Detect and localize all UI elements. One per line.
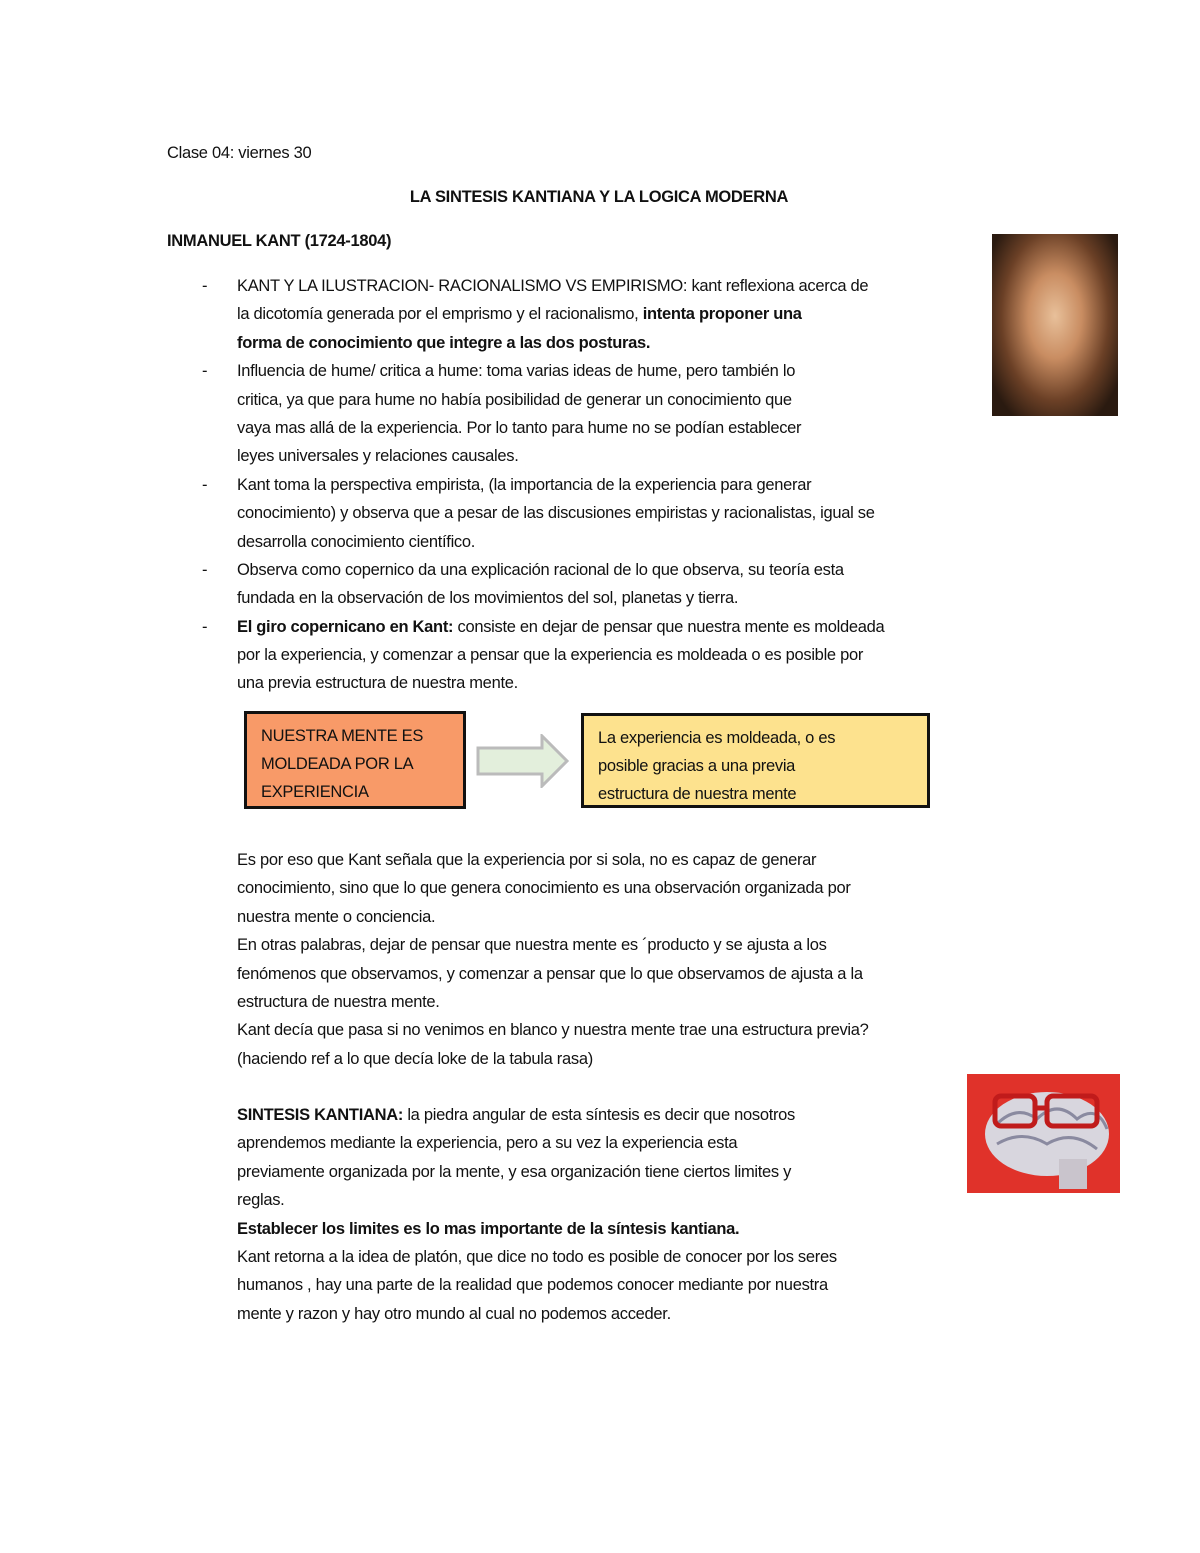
text-line [202,272,884,300]
bold-text: El giro copernicano en Kant: [237,617,454,636]
text: conocimiento) y observa que a pesar de las discusiones empiristas y racionalistas, igual se [237,504,875,523]
text: reglas. [237,1191,285,1210]
bullet-dash: - [202,475,208,494]
kant-portrait [992,234,1118,416]
text: Kant toma la perspectiva empirista, (la importancia de la experiencia para generar [237,475,812,494]
brain-with-glasses-image [967,1074,1120,1193]
text: humanos , hay una parte de la realidad que podemos conocer mediante por nuestra [237,1276,828,1295]
text-line [237,1300,837,1328]
text: aprendemos mediante la experiencia, pero a su vez la experiencia esta [237,1134,738,1153]
class-header: Clase 04: viernes 30 [167,144,312,162]
section-heading: INMANUEL KANT (1724-1804) [167,232,392,250]
text-line [237,442,884,470]
bold-text: SINTESIS KANTIANA: [237,1106,404,1124]
document-title: LA SINTESIS KANTIANA Y LA LOGICA MODERNA [409,188,789,206]
bullet-dash: - [202,277,208,295]
text-line [237,1158,837,1186]
text-line [237,641,884,669]
text-line [237,874,869,902]
text: En otras palabras, dejar de pensar que nuestra mente es ´producto y se ajusta a los [237,936,827,955]
box-experience-molded-by-mind [581,713,930,808]
text: Influencia de hume/ critica a hume: toma varias ideas de hume, pero también lo [237,362,796,381]
paragraph-sintesis [237,1101,837,1328]
text-line [237,329,884,357]
text-line [237,584,884,612]
text-line [237,1016,869,1044]
text-line [202,357,884,385]
box-text: La experiencia es moldeada, o es [598,729,836,747]
text: desarrolla conocimiento científico. [237,532,476,551]
box-text: estructura de nuestra mente [598,785,797,803]
text-line [237,1129,837,1157]
text: mente y razon y hay otro mundo al cual no podemos acceder. [237,1304,671,1323]
text-line [237,960,869,988]
bullet-item [202,357,884,471]
text-line [237,1271,837,1299]
text: vaya mas allá de la experiencia. Por lo tanto para hume no se podían establecer [237,418,802,437]
text-line [237,499,884,527]
text: nuestra mente o conciencia. [237,907,436,926]
text: una previa estructura de nuestra mente. [237,674,518,693]
text: critica, ya que para hume no había posibilidad de generar un conocimiento que [237,390,792,409]
bullet-item [202,471,884,556]
text-line [237,1101,837,1129]
box-text: EXPERIENCIA [261,783,369,801]
text-line [237,846,869,874]
text-line [237,386,884,414]
bold-text: forma de conocimiento que integre a las dos posturas. [237,333,651,352]
text: conocimiento, sino que lo que genera conocimiento es una observación organizada por [237,879,851,898]
bullet-item [202,613,885,698]
text: la dicotomía generada por el emprismo y el racionalismo, [237,305,643,324]
bullet-dash: - [202,560,208,579]
bullet-dash: - [202,617,208,636]
text-line [237,1045,869,1073]
text-line [237,414,884,442]
text-line [237,669,884,697]
text-line [237,903,869,931]
bullet-list [202,272,885,698]
text-line [237,988,869,1016]
text-line [237,528,884,556]
text: fenómenos que observamos, y comenzar a pensar que lo que observamos de ajusta a la [237,964,863,983]
text: por la experiencia, y comenzar a pensar que la experiencia es moldeada o es posible por [237,646,864,665]
text: Es por eso que Kant señala que la experiencia por si sola, no es capaz de generar [237,851,817,869]
text: KANT Y LA ILUSTRACION- RACIONALISMO VS EMPIRISMO: kant reflexiona acerca de [237,277,869,295]
box-text: MOLDEADA POR LA [261,755,414,773]
text-line [237,1186,837,1214]
box-text: NUESTRA MENTE ES [261,727,424,745]
text-line [202,613,885,641]
text-line [237,1243,837,1271]
text: Observa como copernico da una explicación racional de lo que observa, su teoría esta [237,560,844,579]
text: previamente organizada por la mente, y esa organización tiene ciertos limites y [237,1162,792,1181]
text: leyes universales y relaciones causales. [237,447,519,466]
paragraph-explanation [237,846,869,1073]
bold-text: intenta proponer una [642,305,802,324]
text: Kant decía que pasa si no venimos en blanco y nuestra mente trae una estructura previa? [237,1021,869,1040]
bullet-item [202,556,884,613]
box-mind-molded-by-experience [244,711,466,809]
text-line [237,1215,837,1243]
text: (haciendo ref a lo que decía loke de la tabula rasa) [237,1049,593,1068]
text-line [202,556,884,584]
bold-text: Establecer los limites es lo mas importante de la síntesis kantiana. [237,1219,740,1238]
text: fundada en la observación de los movimientos del sol, planetas y tierra. [237,589,739,608]
text: la piedra angular de esta síntesis es decir que nosotros [403,1106,796,1124]
box-text: posible gracias a una previa [598,757,796,775]
bullet-item [202,272,884,357]
text: estructura de nuestra mente. [237,992,440,1011]
bullet-dash: - [202,362,208,381]
text: consiste en dejar de pensar que nuestra mente es moldeada [453,617,885,636]
text-line [237,931,869,959]
text: Kant retorna a la idea de platón, que dice no todo es posible de conocer por los seres [237,1247,837,1266]
text-line [237,300,884,328]
text-line [202,471,884,499]
right-arrow-icon [476,734,570,788]
